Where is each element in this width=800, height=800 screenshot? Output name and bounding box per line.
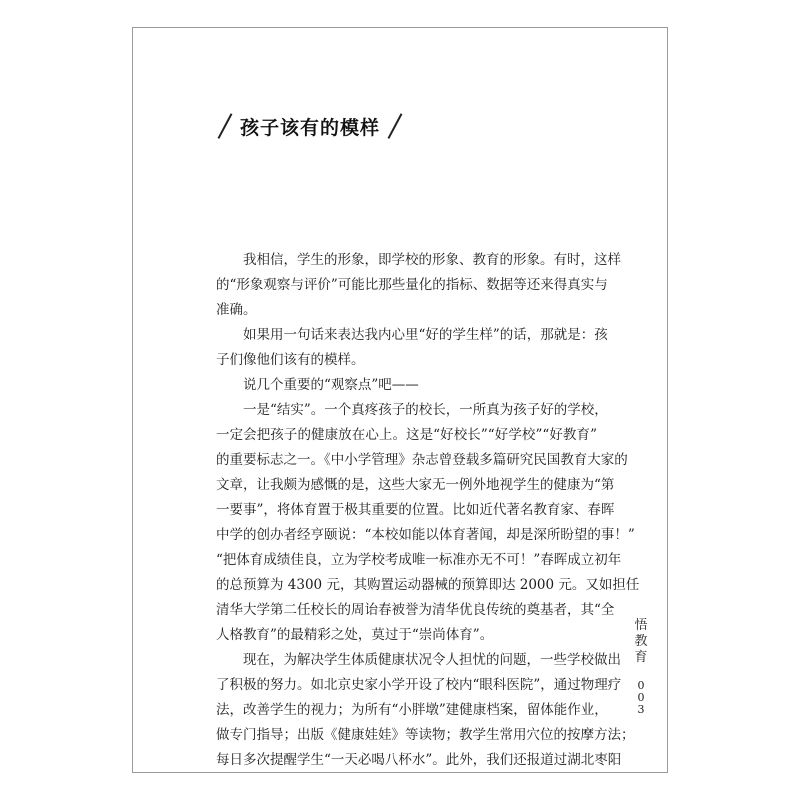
text-line: 清华大学第二任校长的周诒春被誉为清华优良传统的奠基者，其“全 bbox=[216, 602, 615, 618]
text-line: 现在，为解决学生体质健康状况令人担忧的问题，一些学校做出 bbox=[243, 652, 621, 668]
text-line: 准确。 bbox=[216, 302, 257, 318]
text-line: 一是“结实”。一个真疼孩子的校长，一所真为孩子好的学校， bbox=[243, 402, 608, 418]
text-line: 人格教育”的最精彩之处，莫过于“崇尚体育”。 bbox=[216, 627, 494, 643]
text-line: 法，改善学生的视力；为所有“小胖墩”建健康档案，留体能作业， bbox=[216, 702, 608, 718]
title-left-slash bbox=[216, 113, 234, 139]
text-line: 如果用一句话来表达我内心里“好的学生样”的话，那就是：孩 bbox=[243, 327, 608, 343]
text-line: 的重要标志之一。《中小学管理》杂志曾登载多篇研究民国教育大家的 bbox=[216, 452, 628, 468]
text-line: 的总预算为 4300 元，其购置运动器械的预算即达 2000 元。又如担任 bbox=[216, 577, 640, 593]
text-line: 一定会把孩子的健康放在心上。这是“好校长”“好学校”“好教育” bbox=[216, 427, 597, 443]
running-header-char: 悟 bbox=[634, 618, 648, 633]
body-text bbox=[216, 248, 640, 773]
text-line: 文章，让我颇为感慨的是，这些大家无一例外地视学生的健康为“第 bbox=[216, 477, 615, 493]
running-header-char: 教 bbox=[634, 634, 648, 649]
text-line: 每日多次提醒学生“一天必喝八杯水”。此外，我们还报道过湖北枣阳 bbox=[216, 752, 622, 768]
text-line: 中学的创办者经亨颐说：“本校如能以体育著闻，却是深所盼望的事！” bbox=[216, 527, 635, 543]
text-line: 说几个重要的“观察点”吧—— bbox=[243, 377, 419, 393]
running-header-char: 育 bbox=[634, 650, 648, 665]
page-number-vertical bbox=[635, 680, 647, 716]
text-line: 我相信，学生的形象，即学校的形象、教育的形象。有时，这样 bbox=[243, 252, 621, 268]
title-right-slash bbox=[386, 113, 404, 139]
running-header-vertical bbox=[633, 618, 649, 666]
page-number-digit: 0 bbox=[637, 691, 645, 704]
text-line: 的“形象观察与评价”可能比那些量化的指标、数据等还来得真实与 bbox=[216, 277, 608, 293]
page-number-digit: 0 bbox=[637, 679, 645, 692]
text-line: “把体育成绩佳良，立为学校考成唯一标准亦无不可！”春晖成立初年 bbox=[216, 552, 622, 568]
text-line: 子们像他们该有的模样。 bbox=[216, 352, 365, 368]
text-line: 做专门指导；出版《健康娃娃》等读物；教学生常用穴位的按摩方法； bbox=[216, 727, 635, 743]
text-line: 一要事”，将体育置于极其重要的位置。比如近代著名教育家、春晖 bbox=[216, 502, 615, 518]
text-line: 了积极的努力。如北京史家小学开设了校内“眼科医院”，通过物理疗 bbox=[216, 677, 622, 693]
chapter-title-block bbox=[216, 109, 404, 143]
page-number-digit: 3 bbox=[637, 703, 645, 716]
chapter-title: 孩子该有的模样 bbox=[240, 116, 381, 139]
